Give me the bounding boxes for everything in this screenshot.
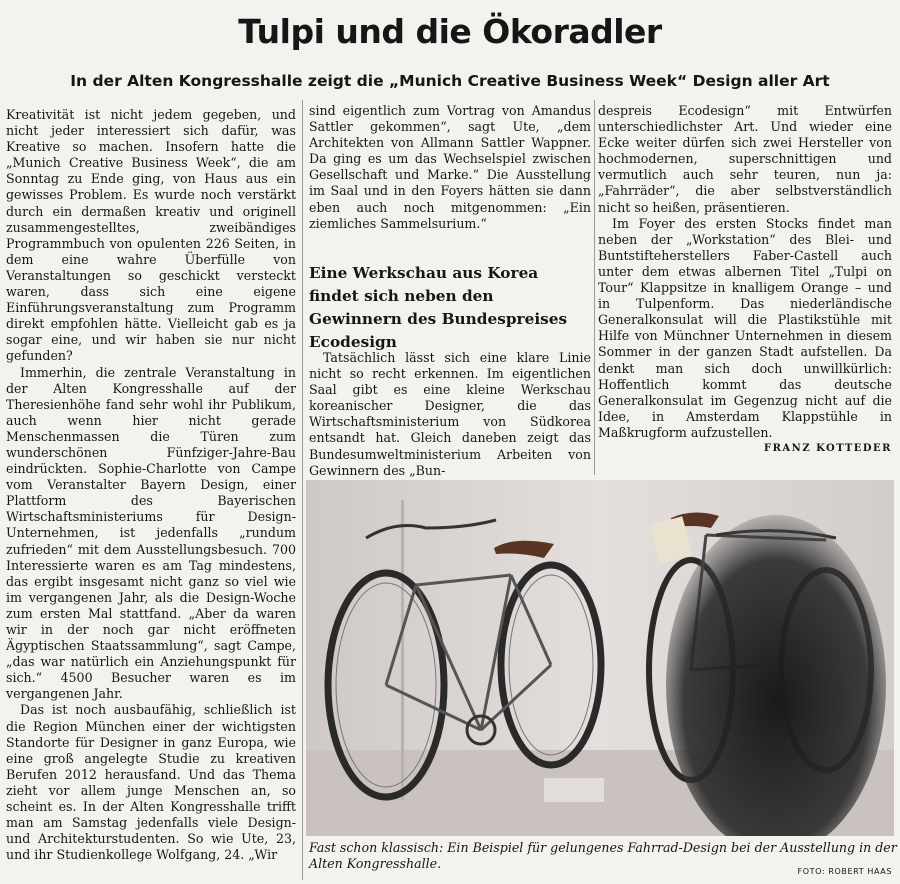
subheadline: In der Alten Kongresshalle zeigt die „Munich Creative Business Week“ Design aller Art xyxy=(70,72,830,90)
paragraph: Das ist noch ausbaufähig, schließlich ist die Region München einer der wichtigsten Standorte für Designer in ganz Europa, wie eine groß angelegte Studie zu kreativen Berufen 2012 herausfand. Und das Thema zieht vor allem junge Menschen an, so scheint es. In der Alten Kongresshalle trifft man am Samstag jedenfalls viele Design- und Architekturstudenten. So wie Ute, 23, und ihr Studienkollege Wolfgang, 24. „Wir xyxy=(6,702,296,863)
paragraph: Kreativität ist nicht jedem gegeben, und nicht jeder interessiert sich dafür, was Kreative so machen. Insofern hatte die „Munich Creative Business Week“, die am Sonntag zu Ende ging, von Haus aus ein gewisses Problem. Es wurde noch verstärkt durch ein dermaßen kreativ und originell zusammengestelltes, zweibändiges Programmbuch von opulenten 226 Seiten, in dem eine wahre Überfülle von Veranstaltungen so geschickt versteckt waren, dass sich eine eigene Einführungsveranstaltung zum Programm direkt empfohlen hätte. Vielleicht gab es ja sogar eine, und wir haben sie nur nicht gefunden? xyxy=(6,107,296,364)
crosshead: Eine Werkschau aus Korea findet sich neben den Gewinnern des Bundespreises Ecodesign xyxy=(309,264,568,351)
article-column-1 xyxy=(6,107,296,863)
paragraph: Tatsächlich lässt sich eine klare Linie nicht so recht erkennen. Im eigentlichen Saal gibt es eine kleine Werkschau koreanischer Designer, die das Wirtschaftsministerium von Südkorea entsandt hat. Gleich daneben zeigt das Bundesumweltministerium Arbeiten von Gewinnern des „Bun- xyxy=(309,350,591,478)
paragraph: Im Foyer des ersten Stocks findet man neben der „Workstation“ des Blei- und Buntstifteherstellers Faber-Castell auch unter dem etwas albernen Titel „Tulpi on Tour“ Klappsitze in knalligem Orange – und in Tulpenform. Das niederländische Generalkonsulat will die Plastikstühle mit Hilfe von Münchner Unternehmen in diesem Sommer in der ganzen Stadt aufstellen. Da denkt man sich doch unwillkürlich: Hoffentlich kommt das deutsche Generalkonsulat im Gegenzug nicht auf die Idee, in Amsterdam Klappstühle in Maßkrugform aufzustellen. xyxy=(598,215,892,440)
headline: Tulpi und die Ökoradler xyxy=(238,12,662,51)
photo-credit: FOTO: ROBERT HAAS xyxy=(797,867,892,876)
paragraph: sind eigentlich zum Vortrag von Amandus Sattler gekommen“, sagt Ute, „dem Architekten von Allmann Sattler Wappner. Da ging es um das Wechselspiel zwischen Gesellschaft und Marke.“ Die Ausstellung im Saal und in den Foyers hätten sie dann eben auch noch mitgenommen: „Ein ziemliches Sammelsurium.“ xyxy=(309,103,591,231)
bicycle-exhibition-image xyxy=(306,480,894,836)
bicycle-photo xyxy=(306,480,894,836)
info-placard xyxy=(544,778,604,802)
article-column-3 xyxy=(598,103,892,457)
article-column-2-continued xyxy=(309,350,591,479)
paragraph: despreis Ecodesign“ mit Entwürfen unterschiedlichster Art. Und wieder eine Ecke weiter dürfen sich zwei Hersteller von hochmodernen, superschnittigen und vermutlich auch sehr teuren, nun ja: „Fahrräder“, die aber selbstverständlich nicht so heißen, präsentieren. xyxy=(598,103,892,215)
photo-caption: Fast schon klassisch: Ein Beispiel für gelungenes Fahrrad-Design bei der Ausstellung in der Alten Kongresshalle. xyxy=(309,840,897,871)
byline: FRANZ KOTTEDER xyxy=(764,442,892,454)
column-rule xyxy=(594,100,595,475)
column-rule xyxy=(302,100,303,880)
article-column-2 xyxy=(309,103,591,232)
display-pole xyxy=(401,500,404,800)
paragraph: Immerhin, die zentrale Veranstaltung in der Alten Kongresshalle auf der Theresienhöhe fand sehr wohl ihr Publikum, auch wenn hier nicht gerade Menschenmassen die Türen zum wunderschönen Fünfziger-Jahre-Bau eindrückten. Sophie-Charlotte von Campe vom Veranstalter Bayern Design, einer Plattform des Bayerischen Wirtschaftsministeriums für Design-Unternehmen, ist jedenfalls „rundum zufrieden“ mit dem Ausstellungsbesuch. 700 Interessierte waren es am Tag mindestens, das ergibt insgesamt nicht ganz so viel wie im vergangenen Jahr, als die Design-Woche zum ersten Mal stattfand. „Aber da waren wir in der noch gar nicht eröffneten Ägyptischen Staatssammlung“, sagt Campe, „das war natürlich ein Anziehungspunkt für sich.“ 4500 Besucher waren es im vergangenen Jahr. xyxy=(6,364,296,702)
